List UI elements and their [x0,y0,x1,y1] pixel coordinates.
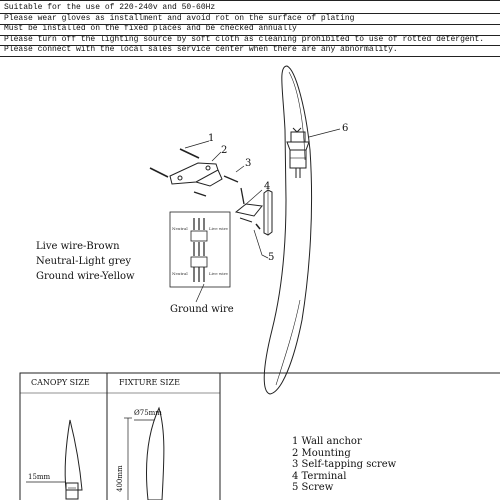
fixture-width-label: Ø75mm [134,409,162,417]
panel-neutral-label-top: Neutral [172,226,188,231]
canopy-width-label: 15mm [28,473,51,481]
callout-4: 4 [264,181,271,192]
note-service: Please connect with the local sales service center when there are any abnormality. [4,45,398,55]
part-self-tapping-screw: 3 Self-tapping screw [292,459,397,470]
part-mounting: 2 Mounting [292,447,351,459]
callout-leader-4 [245,190,262,205]
callout-5: 5 [268,252,275,263]
panel-neutral-label-bottom: Neutral [172,271,188,276]
panel-live-label-top: Live wire [209,226,228,231]
callout-leader-2 [212,152,221,161]
callout-3: 3 [245,158,252,169]
ground-wire-caption: Ground wire [170,304,234,315]
canopy-size-title: CANOPY SIZE [31,378,90,387]
neutral-wire-label: Neutral-Light grey [36,256,132,267]
note-voltage: Suitable for the use of 220-240v and 50-60Hz [4,3,216,12]
fixture-height-label: 400mm [116,465,124,492]
lamp-holder [287,128,309,178]
live-wire-label: Live wire-Brown [36,241,120,252]
part-terminal: 4 Terminal [292,470,347,482]
canopy-drawing [26,420,82,499]
part-wall-anchor: 1 Wall anchor [292,436,362,447]
note-cleaning: Please turn off the lighting source by soft cloth as cleaning prohibited to use of rotted detergent. [4,34,485,44]
callout-1: 1 [208,133,215,144]
note-fixed-place: Must be installed on the fixed places and be checked annually [4,24,297,34]
size-section [20,373,500,500]
wire-color-legend [36,239,135,284]
fixture-size-title: FIXTURE SIZE [119,378,180,387]
ground-wire-label: Ground wire-Yellow [36,271,135,282]
note-gloves: Please wear gloves as installment and avoid rot on the surface of plating [4,13,355,23]
callout-2: 2 [221,145,228,156]
screw-part [256,224,260,229]
callout-leader-6 [309,129,340,137]
mounting-bracket [150,149,244,204]
panel-live-label-bottom: Live wire [209,271,228,276]
parts-list [292,436,396,494]
callout-leader-1 [185,141,209,148]
callout-leader-3 [236,166,244,172]
fixture-body [264,66,311,394]
part-screw: 5 Screw [292,482,334,493]
fixture-dimension-drawing [124,408,164,500]
callout-6: 6 [342,123,349,134]
